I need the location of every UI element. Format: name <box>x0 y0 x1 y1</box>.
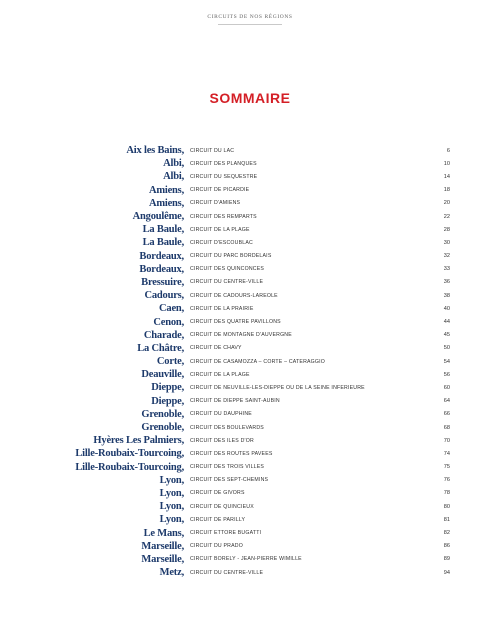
toc-entry <box>60 368 450 381</box>
toc-circuit-name: CIRCUIT DU CENTRE-VILLE <box>190 279 264 286</box>
toc-entry <box>60 276 450 289</box>
toc-circuit-name: CIRCUIT DU PRADO <box>190 543 243 550</box>
toc-city-name: Bressuire, <box>141 276 184 288</box>
toc-entry <box>60 447 450 460</box>
toc-page-number: 75 <box>443 464 450 471</box>
toc-page-number: 89 <box>443 556 450 563</box>
toc-page-number: 10 <box>443 160 450 167</box>
toc-circuit-name: CIRCUIT DU LAC <box>190 147 235 154</box>
toc-entry <box>60 197 450 210</box>
toc-circuit-name: CIRCUIT DES TROIS VILLES <box>190 464 265 471</box>
toc-page-number: 22 <box>443 213 450 220</box>
toc-circuit-name: CIRCUIT DES ROUTES PAVÉES <box>190 450 273 457</box>
toc-entry <box>60 250 450 263</box>
toc-city-name: Lyon, <box>159 487 184 499</box>
toc-page-number: 20 <box>443 200 450 207</box>
toc-page-number: 70 <box>443 437 450 444</box>
toc-circuit-name: CIRCUIT BORÉLY - JEAN-PIERRE WIMILLE <box>190 556 302 563</box>
toc-city-name: Albi, <box>163 171 184 183</box>
toc-page-number: 86 <box>443 543 450 550</box>
toc-city-name: Dieppe, <box>151 395 184 407</box>
toc-page-number: 50 <box>443 345 450 352</box>
toc-page-number: 78 <box>443 490 450 497</box>
toc-circuit-name: CIRCUIT DES QUINCONCES <box>190 266 265 273</box>
toc-page-number: 60 <box>443 384 450 391</box>
toc-entry <box>60 513 450 526</box>
toc-page-number: 64 <box>443 398 450 405</box>
toc-circuit-name: CIRCUIT DU PARC BORDELAIS <box>190 253 272 260</box>
toc-circuit-name: CIRCUIT DE MONTAGNE D'AUVERGNE <box>190 332 292 339</box>
toc-circuit-name: CIRCUIT D'ESCOUBLAC <box>190 239 253 246</box>
toc-page-number: 32 <box>443 253 450 260</box>
toc-circuit-name: CIRCUIT DES PLANQUES <box>190 160 257 167</box>
toc-city-name: Grenoble, <box>141 408 184 420</box>
toc-entry <box>60 342 450 355</box>
toc-page-number: 14 <box>443 173 450 180</box>
toc-circuit-name: CIRCUIT D'AMIENS <box>190 200 241 207</box>
toc-city-name: Cenon, <box>153 316 184 328</box>
toc-city-name: Amiens, <box>148 197 184 209</box>
toc-city-name: Bordeaux, <box>139 263 184 275</box>
toc-circuit-name: CIRCUIT DE DIEPPE SAINT-AUBIN <box>190 398 280 405</box>
toc-page-number: 74 <box>443 450 450 457</box>
toc-entry <box>60 540 450 553</box>
toc-city-name: Marseille, <box>141 540 184 552</box>
toc-city-name: La Baule, <box>142 224 184 236</box>
toc-entry <box>60 395 450 408</box>
toc-city-name: Lille-Roubaix-Tourcoing, <box>75 448 184 460</box>
toc-page-number: 68 <box>443 424 450 431</box>
toc-page-number: 18 <box>443 187 450 194</box>
toc-circuit-name: CIRCUIT DE NEUVILLE-LÈS-DIEPPE OU DE LA SEINE INFÉRIEURE <box>190 384 365 391</box>
toc-circuit-name: CIRCUIT DE CHAVY <box>190 345 242 352</box>
toc-entry <box>60 355 450 368</box>
toc-city-name: Grenoble, <box>141 422 184 434</box>
toc-page-number: 36 <box>443 279 450 286</box>
toc-entry <box>60 302 450 315</box>
page-title: SOMMAIRE <box>209 90 291 106</box>
toc-circuit-name: CIRCUIT DE PICARDIE <box>190 187 250 194</box>
toc-page-number: 6 <box>446 147 450 154</box>
toc-circuit-name: CIRCUIT DE LA PRAIRIE <box>190 305 254 312</box>
toc-city-name: Caen, <box>159 303 184 315</box>
toc-city-name: Corte, <box>156 356 184 368</box>
toc-circuit-name: CIRCUIT DE CASAMOZZA – CORTE – CATERAGGIO <box>190 358 326 365</box>
toc-city-name: Aix les Bains, <box>126 145 184 157</box>
toc-circuit-name: CIRCUIT DU DAUPHINÉ <box>190 411 252 418</box>
toc-entry <box>60 487 450 500</box>
toc-circuit-name: CIRCUIT ETTORE BUGATTI <box>190 530 262 537</box>
toc-city-name: Marseille, <box>141 553 184 565</box>
toc-page-number: 81 <box>443 516 450 523</box>
toc-circuit-name: CIRCUIT DU CENTRE-VILLE <box>190 569 264 576</box>
toc-circuit-name: CIRCUIT DES ÎLES D'OR <box>190 437 254 444</box>
toc-entry <box>60 263 450 276</box>
toc-entry <box>60 553 450 566</box>
toc-circuit-name: CIRCUIT DU SÉQUESTRE <box>190 173 258 180</box>
toc-circuit-name: CIRCUIT DE GIVORS <box>190 490 245 497</box>
toc-page-number: 30 <box>443 239 450 246</box>
toc-entry <box>60 157 450 170</box>
toc-page-number: 40 <box>443 305 450 312</box>
toc-entry <box>60 461 450 474</box>
toc-circuit-name: CIRCUIT DES BOULEVARDS <box>190 424 264 431</box>
toc-entry <box>60 170 450 183</box>
toc-entry <box>60 474 450 487</box>
toc-entry <box>60 408 450 421</box>
toc-circuit-name: CIRCUIT DE QUINCIEUX <box>190 503 254 510</box>
toc-circuit-name: CIRCUIT DE LA PLAGE <box>190 226 250 233</box>
toc-entry <box>60 329 450 342</box>
toc-city-name: Amiens, <box>148 184 184 196</box>
toc-city-name: Lyon, <box>159 474 184 486</box>
toc-page-number: 28 <box>443 226 450 233</box>
toc-city-name: La Châtre, <box>137 342 184 354</box>
header-rule <box>218 24 282 25</box>
toc-city-name: Lyon, <box>159 514 184 526</box>
toc-city-name: Hyères Les Palmiers, <box>93 435 184 447</box>
toc-entry <box>60 144 450 157</box>
table-of-contents <box>60 144 450 579</box>
toc-city-name: Deauville, <box>141 369 184 381</box>
toc-entry <box>60 315 450 328</box>
toc-page-number: 66 <box>443 411 450 418</box>
toc-circuit-name: CIRCUIT DES QUATRE PAVILLONS <box>190 319 281 326</box>
running-header: CIRCUITS DE NOS RÉGIONS <box>207 14 293 20</box>
toc-city-name: Lyon, <box>159 501 184 513</box>
toc-city-name: Albi, <box>163 158 184 170</box>
toc-entry <box>60 381 450 394</box>
toc-page-number: 45 <box>443 332 450 339</box>
toc-city-name: Dieppe, <box>151 382 184 394</box>
toc-page-number: 38 <box>443 292 450 299</box>
toc-city-name: Angoulême, <box>132 211 184 223</box>
toc-circuit-name: CIRCUIT DE CADOURS-LARÉOLE <box>190 292 278 299</box>
toc-city-name: Bordeaux, <box>139 250 184 262</box>
toc-city-name: Lille-Roubaix-Tourcoing, <box>75 461 184 473</box>
toc-entry <box>60 421 450 434</box>
toc-city-name: Le Mans, <box>143 527 184 539</box>
toc-page-number: 44 <box>443 319 450 326</box>
toc-page-number: 33 <box>443 266 450 273</box>
toc-entry <box>60 500 450 513</box>
toc-circuit-name: CIRCUIT DE PARILLY <box>190 516 246 523</box>
toc-page-number: 82 <box>443 530 450 537</box>
toc-page-number: 56 <box>443 371 450 378</box>
toc-city-name: Metz, <box>159 567 184 579</box>
toc-entry <box>60 223 450 236</box>
toc-page-number: 76 <box>443 477 450 484</box>
toc-page-number: 94 <box>443 569 450 576</box>
toc-entry <box>60 210 450 223</box>
toc-entry <box>60 236 450 249</box>
toc-page-number: 80 <box>443 503 450 510</box>
toc-city-name: Charade, <box>143 329 184 341</box>
toc-page-number: 54 <box>443 358 450 365</box>
toc-circuit-name: CIRCUIT DE LA PLAGE <box>190 371 250 378</box>
toc-city-name: Cadours, <box>144 290 184 302</box>
toc-entry <box>60 566 450 579</box>
toc-city-name: La Baule, <box>142 237 184 249</box>
toc-circuit-name: CIRCUIT DES SEPT-CHEMINS <box>190 477 269 484</box>
toc-entry <box>60 526 450 539</box>
toc-entry <box>60 184 450 197</box>
toc-entry <box>60 434 450 447</box>
toc-circuit-name: CIRCUIT DES REMPARTS <box>190 213 257 220</box>
toc-entry <box>60 289 450 302</box>
